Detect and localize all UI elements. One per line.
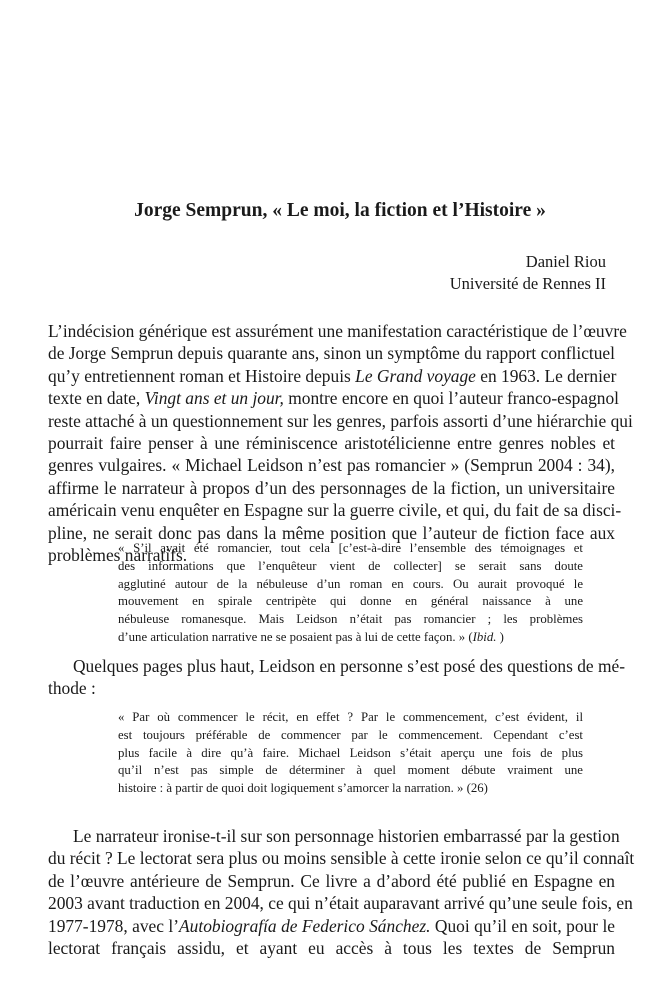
text-line bbox=[48, 825, 620, 847]
text-line bbox=[48, 892, 633, 914]
text-segment: en 1963. Le dernier bbox=[475, 365, 617, 386]
text-segment: américain venu enquêter en Espagne sur la guerre civile, et qui, du fait de sa disci- bbox=[48, 500, 622, 521]
author-name: Daniel Riou bbox=[525, 252, 606, 271]
text-segment: mouvement en spirale centripète qui donne en général naissance à une bbox=[118, 594, 583, 609]
text-segment: ) bbox=[496, 629, 504, 644]
text-segment: qu’y entretiennent roman et Histoire depuis bbox=[48, 365, 356, 386]
text-line bbox=[48, 320, 627, 342]
italic-title: Vingt ans et un jour, bbox=[144, 388, 284, 409]
text-segment: histoire : à partir de quoi doit logiquement s’amorcer la narration. » (26) bbox=[118, 781, 488, 796]
paragraph bbox=[48, 320, 633, 566]
text-segment: reste attaché à un questionnement sur les genres, parfois assorti d’une hiérarchie qui bbox=[48, 410, 633, 431]
block-quote bbox=[118, 540, 583, 647]
text-segment: thode : bbox=[48, 678, 96, 699]
article-title: Jorge Semprun, « Le moi, la fiction et l’Histoire » bbox=[134, 200, 546, 221]
text-line bbox=[48, 655, 626, 677]
italic-title: Le Grand voyage bbox=[355, 365, 476, 386]
text-line bbox=[48, 432, 615, 454]
text-segment: problèmes narratifs. bbox=[48, 544, 188, 565]
paragraph bbox=[48, 825, 635, 959]
italic-title: Ibid. bbox=[472, 629, 497, 644]
text-line bbox=[118, 593, 583, 611]
text-line bbox=[118, 629, 583, 647]
text-line bbox=[48, 387, 619, 409]
text-segment: nébuleuse romanesque. Mais Leidson n’était pas romancier ; les problèmes bbox=[118, 612, 583, 627]
text-segment: de l’œuvre antérieure de Semprun. Ce livre a d’abord été publié en Espagne en bbox=[48, 870, 615, 891]
text-segment: 1977-1978, avec l’ bbox=[48, 915, 180, 936]
text-segment: montre encore en quoi l’auteur franco-espagnol bbox=[283, 388, 619, 409]
text-line bbox=[48, 499, 622, 521]
text-line bbox=[118, 611, 583, 629]
text-segment: L’indécision générique est assurément une manifestation caractéristique de l’œuvre bbox=[48, 321, 627, 341]
text-segment: qu’il n’est pas simple de déterminer à quel moment débute vraiment une bbox=[118, 763, 583, 778]
text-line bbox=[118, 558, 583, 576]
author-affiliation: Université de Rennes II bbox=[449, 274, 606, 293]
paragraph bbox=[48, 655, 626, 700]
text-segment: est toujours préférable de commencer par le commencement. Cependant c’est bbox=[118, 727, 583, 742]
text-line bbox=[48, 365, 615, 387]
text-line bbox=[118, 762, 583, 780]
text-line bbox=[118, 745, 583, 763]
text-line bbox=[118, 709, 583, 727]
text-line bbox=[48, 477, 615, 499]
text-line bbox=[118, 540, 583, 558]
text-segment: de Jorge Semprun depuis quarante ans, sinon un symptôme du rapport conflictuel bbox=[48, 343, 615, 364]
text-segment: 2003 avant traduction en 2004, ce qui n’était auparavant arrivé qu’une seule fois, en bbox=[48, 893, 633, 914]
text-segment: genres vulgaires. « Michael Leidson n’est pas romancier » (Semprun 2004 : 34), bbox=[48, 455, 615, 476]
text-line bbox=[48, 915, 615, 937]
text-line bbox=[118, 727, 583, 745]
text-line bbox=[48, 937, 615, 959]
text-line bbox=[48, 677, 615, 699]
text-segment: Quoi qu’il en soit, pour le bbox=[430, 915, 615, 936]
text-line bbox=[48, 410, 633, 432]
block-quote bbox=[118, 709, 583, 798]
text-segment: agglutiné autour de la nébuleuse d’un roman en cours. Ou aurait provoqué le bbox=[118, 576, 583, 591]
text-line bbox=[48, 870, 615, 892]
text-segment: pourrait faire penser à une réminiscence aristotélicienne entre genres nobles et bbox=[48, 432, 615, 453]
text-segment: plus facile à dire qu’à faire. Michael Leidson s’était aperçu une fois de plus bbox=[118, 745, 583, 760]
text-segment: « S’il avait été romancier, tout cela [c’est-à-dire l’ensemble des témoignages et bbox=[118, 541, 583, 555]
text-line bbox=[48, 342, 615, 364]
text-segment: Quelques pages plus haut, Leidson en personne s’est posé des questions de mé- bbox=[73, 656, 626, 676]
text-line bbox=[118, 576, 583, 594]
text-segment: affirme le narrateur à propos d’un des personnages de la fiction, un universitaire bbox=[48, 477, 615, 498]
text-segment: des informations que l’enquêteur vient de collecter] se serait sans doute bbox=[118, 558, 583, 573]
text-segment: texte en date, bbox=[48, 388, 145, 409]
text-line bbox=[48, 454, 615, 476]
text-segment: du récit ? Le lectorat sera plus ou moins sensible à cette ironie selon ce qu’il connaît bbox=[48, 848, 635, 869]
text-segment: « Par où commencer le récit, en effet ? Par le commencement, c’est évident, il bbox=[118, 710, 583, 724]
text-segment: d’une articulation narrative ne se posaient pas à lui de cette façon. » ( bbox=[118, 629, 473, 644]
text-line bbox=[48, 847, 635, 869]
text-line bbox=[118, 780, 583, 798]
italic-title: Autobiografía de Federico Sánchez. bbox=[179, 915, 431, 936]
text-segment: Le narrateur ironise-t-il sur son personnage historien embarrassé par la gestion bbox=[73, 826, 620, 846]
text-segment: pline, ne serait donc pas dans la même position que l’auteur de fiction face aux bbox=[48, 522, 615, 543]
text-segment: lectorat français assidu, et ayant eu accès à tous les textes de Semprun bbox=[48, 937, 615, 958]
